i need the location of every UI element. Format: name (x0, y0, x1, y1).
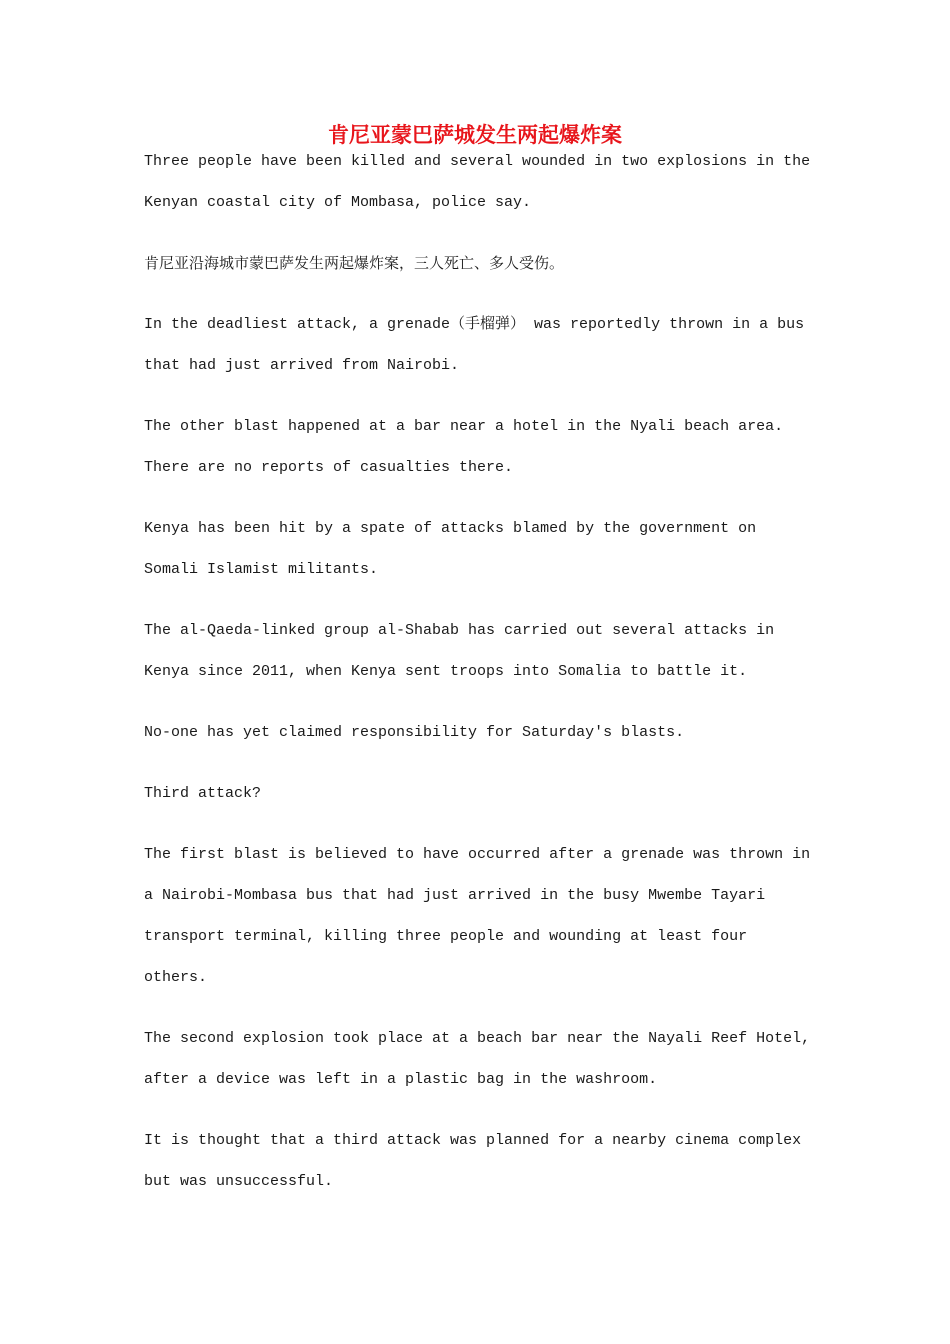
paragraph-10: It is thought that a third attack was planned for a nearby cinema complex but was unsuccessful. (144, 1132, 811, 1190)
article-body (144, 141, 820, 1222)
paragraph-8: The first blast is believed to have occurred after a grenade was thrown in a Nairobi-Mombasa bus that had just arrived in the busy Mwembe Tayari transport terminal, killing three people and wounding at least four others. (144, 846, 820, 986)
paragraph-7: No-one has yet claimed responsibility for Saturday's blasts. (144, 724, 685, 741)
paragraph-6: The al-Qaeda-linked group al-Shabab has carried out several attacks in Kenya since 2011, when Kenya sent troops into Somalia to battle it. (144, 622, 784, 680)
article-title: 肯尼亚蒙巴萨城发生两起爆炸案 (328, 122, 622, 147)
paragraph-4: The other blast happened at a bar near a hotel in the Nyali beach area. There are no reports of casualties there. (144, 418, 793, 476)
paragraph-1: Three people have been killed and several wounded in two explosions in the Kenyan coastal city of Mombasa, police say. (144, 153, 820, 211)
paragraph-9: The second explosion took place at a beach bar near the Nayali Reef Hotel, after a device was left in a plastic bag in the washroom. (144, 1030, 820, 1088)
paragraph-3: In the deadliest attack, a grenade（手榴弹） was reportedly thrown in a bus that had just arrived from Nairobi. (144, 316, 814, 374)
section-heading: Third attack? (144, 785, 262, 802)
paragraph-5: Kenya has been hit by a spate of attacks blamed by the government on Somali Islamist militants. (144, 520, 766, 578)
paragraph-2-chinese: 肯尼亚沿海城市蒙巴萨发生两起爆炸案，三人死亡、多人受伤。 (144, 254, 565, 272)
